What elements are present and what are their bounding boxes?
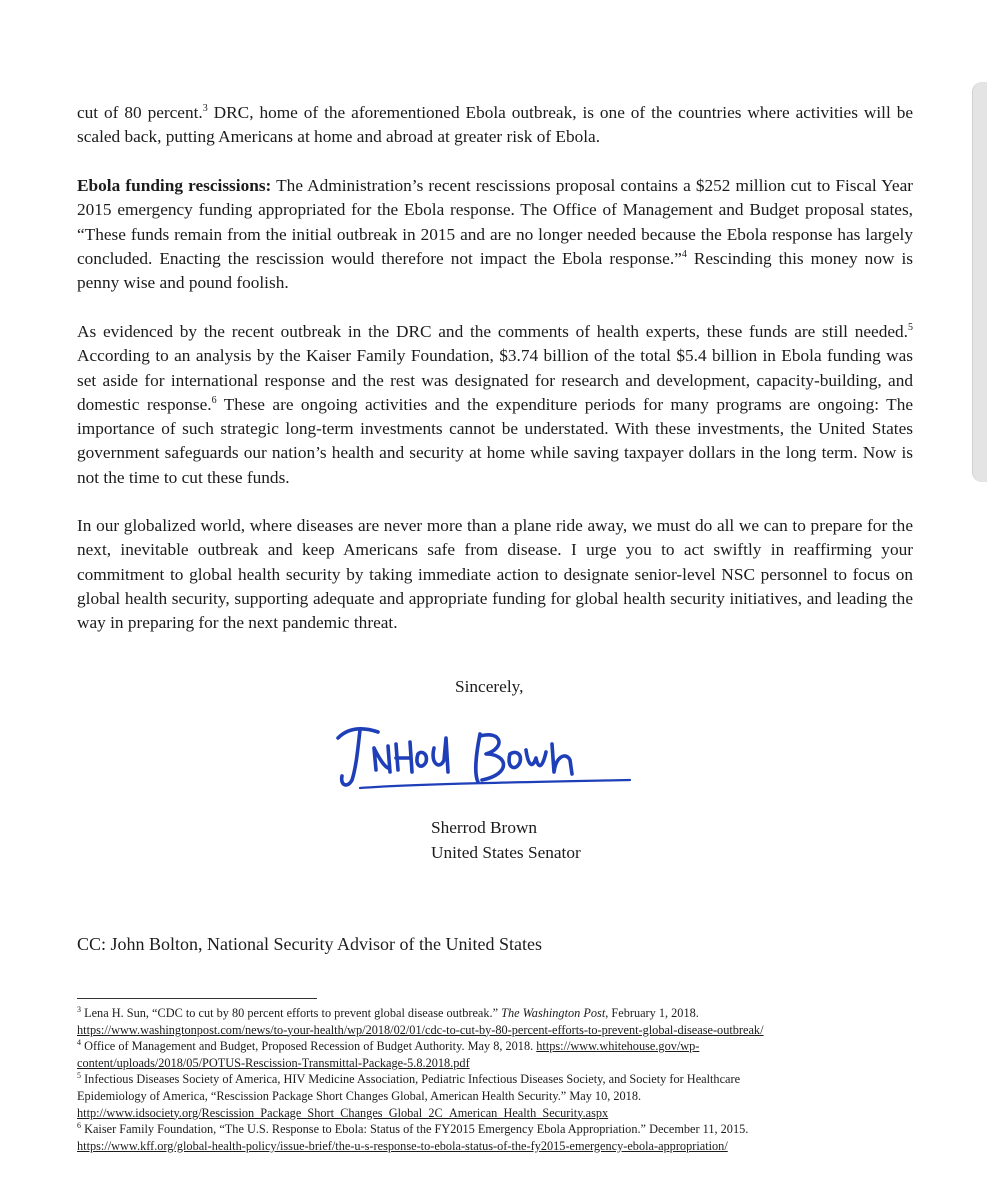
cc-line: CC: John Bolton, National Security Advisor of the United States	[77, 934, 542, 954]
footnote-5	[77, 1071, 917, 1088]
paragraph-text: Rescinding this money now is penny wise and pound foolish.	[77, 248, 913, 293]
footnote-number: 4	[77, 1038, 81, 1048]
paragraph-ebola-rescissions	[77, 174, 913, 295]
paragraph-text: As evidenced by the recent outbreak in the DRC and the comments of health experts, these funds are still needed.	[77, 322, 908, 341]
paragraph-text: According to an analysis by the Kaiser Family Foundation, $3.74 billion of the total $5.4 billion in Ebola funding was set aside for international response and the rest was designated for research and development, capacity-building, and domestic response.	[77, 346, 913, 414]
footnote-text: Epidemiology of America, “Rescission Package Short Changes Global, American Health Security.” May 10, 2018.	[77, 1088, 642, 1103]
footnote-ref-4: 4	[681, 249, 687, 261]
section-heading: Ebola funding rescissions:	[77, 176, 272, 195]
footnote-link[interactable]: https://www.washingtonpost.com/news/to-your-health/wp/2018/02/01/cdc-to-cut-by-80-percent-efforts-to-prevent-global-disease-outbreak/	[77, 1022, 764, 1037]
footnote-text: Lena H. Sun, “CDC to cut by 80 percent efforts to prevent global disease outbreak.”	[81, 1006, 502, 1020]
closing-salutation: Sincerely,	[455, 677, 524, 696]
footnote-link[interactable]: http://www.idsociety.org/Rescission_Package_Short_Changes_Global_2C_American_Health_Security.aspx	[77, 1105, 609, 1120]
signer-title: United States Senator	[431, 843, 581, 862]
footnote-3	[77, 1005, 917, 1022]
footnote-4	[77, 1038, 917, 1055]
footnote-link[interactable]: https://www.kff.org/global-health-policy/issue-brief/the-u-s-response-to-ebola-status-of-the-fy2015-emergency-ebola-appropriation/	[77, 1138, 728, 1153]
footnote-divider	[77, 998, 317, 999]
publication-name: The Washington Post	[501, 1006, 606, 1020]
signer-name: Sherrod Brown	[431, 818, 538, 837]
paragraph-text: cut of 80 percent.	[77, 103, 203, 122]
footnote-ref-6: 6	[211, 395, 217, 407]
footnote-6	[77, 1121, 917, 1138]
footnote-text: , February 1, 2018.	[605, 1006, 699, 1020]
footnote-text: Kaiser Family Foundation, “The U.S. Response to Ebola: Status of the FY2015 Emergency Ebola Appropriation.” December 11, 2015.	[81, 1122, 749, 1137]
paragraph-text: DRC, home of the aforementioned Ebola outbreak, is one of the countries where activities will be scaled back, putting Americans at home and abroad at greater risk of Ebola.	[77, 103, 914, 147]
footnote-number: 6	[77, 1121, 81, 1131]
footnote-number: 3	[77, 1004, 81, 1014]
paragraph-text: These are ongoing activities and the expenditure periods for many programs are ongoing: The importance of such strategic long-term investments cannot be understated. With these investments, the United States government safeguards our nation’s health and security at home while saving taxpayer dollars in the long term. Now is not the time to cut these funds.	[77, 394, 913, 487]
paragraph-funds-needed	[77, 320, 913, 490]
footnote-link[interactable]: https://www.whitehouse.gov/wp-	[536, 1039, 700, 1054]
paragraph-call-to-action	[77, 514, 913, 635]
footnotes	[77, 1005, 917, 1154]
signer-block	[431, 815, 581, 865]
paragraph-text: In our globalized world, where diseases are never more than a plane ride away, we must do all we can to prepare for the next, inevitable outbreak and keep Americans safe from disease. I urge you to act swiftly in reaffirming your commitment to global health security by taking immediate action to designate senior-level NSC personnel to focus on global health security, supporting adequate and appropriate funding for global health security initiatives, and leading the way in preparing for the next pandemic threat.	[77, 516, 913, 633]
footnote-number: 5	[77, 1071, 81, 1081]
footnote-text: Office of Management and Budget, Proposed Recession of Budget Authority. May 8, 2018.	[81, 1039, 537, 1054]
footnote-text: Infectious Diseases Society of America, HIV Medicine Association, Pediatric Infectious Diseases Society, and Society for Healthcare	[81, 1072, 741, 1087]
signature-image	[330, 708, 650, 804]
footnote-link[interactable]: content/uploads/2018/05/POTUS-Rescission-Transmittal-Package-5.8.2018.pdf	[77, 1055, 470, 1070]
paragraph-text: The Administration’s recent rescissions proposal contains a $252 million cut to Fiscal Year 2015 emergency funding appropriated for the Ebola response. The Office of Management and Budget proposal states, “These funds remain from the initial outbreak in 2015 and are no longer needed because the Ebola response has largely concluded. Enacting the rescission would therefore not impact the Ebola response.”	[77, 176, 913, 268]
scrollbar[interactable]	[972, 82, 987, 482]
footnote-ref-3: 3	[202, 103, 208, 115]
paragraph-funding-cut	[77, 101, 913, 150]
footnote-ref-5: 5	[908, 322, 913, 334]
